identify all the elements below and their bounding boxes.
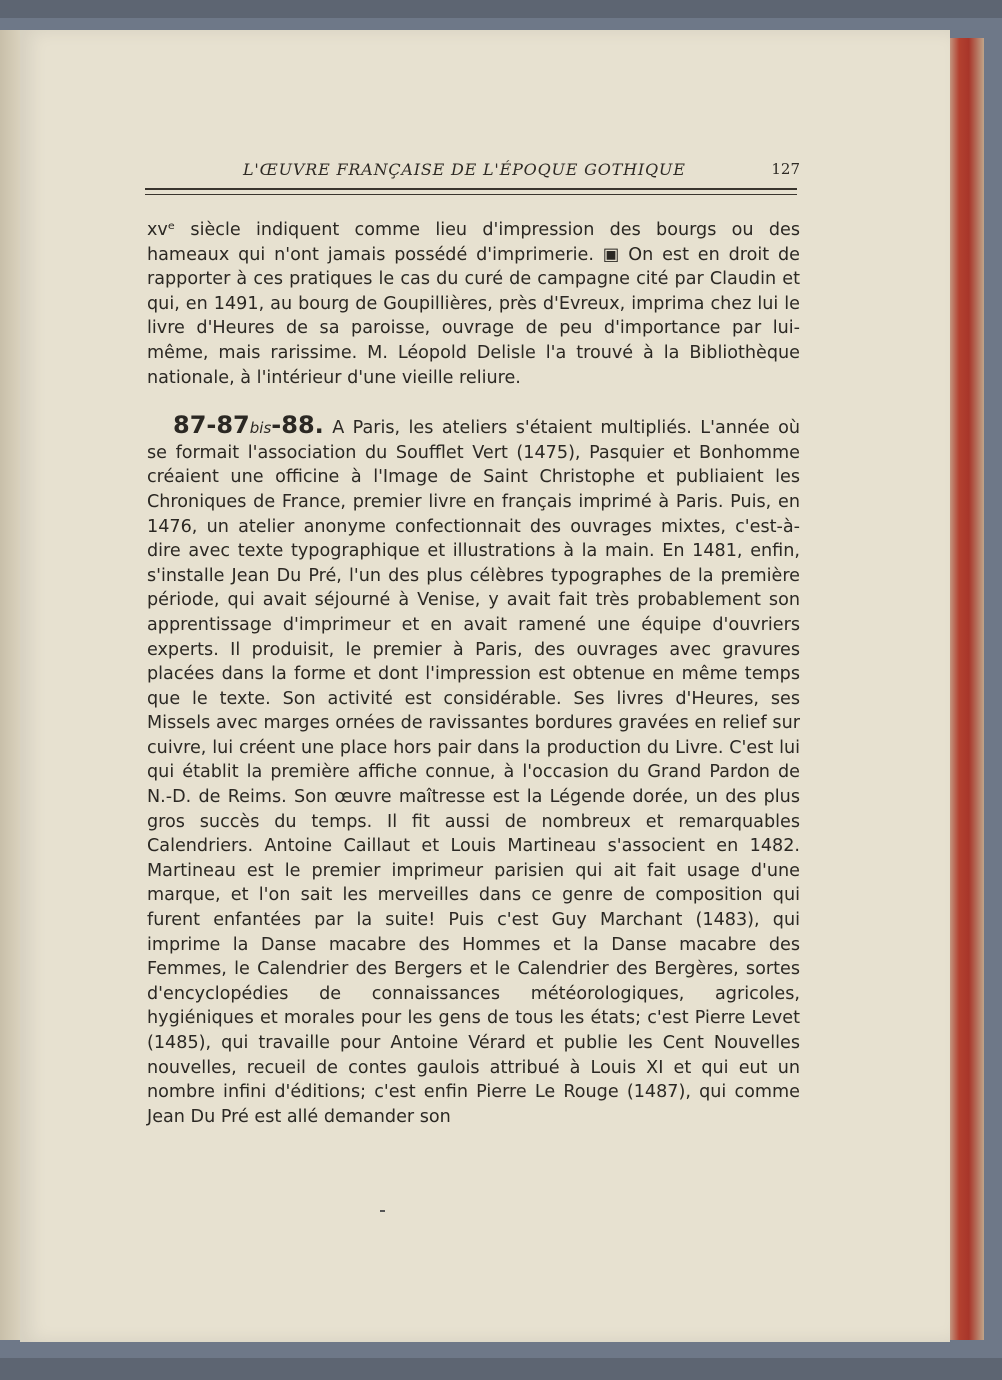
page-block-edge (946, 38, 984, 1340)
paragraph-1: xvᵉ siècle indiquent comme lieu d'impression des bourgs ou des hameaux qui n'ont jamais possédé d'imprimerie. ▣ On est en droit de rapporter à ces pratiques le cas du curé de campagne cité par Claudin et qui, en 1491, au bourg de Goupillières, près d'Evreux, imprima chez lui le livre d'Heures de sa paroisse, ouvrage de peu d'importance par lui-même, mais rarissime. M. Léopold Delisle l'a trouvé à la Bibliothèque nationale, à l'intérieur d'une vieille reliure. (147, 220, 800, 388)
paragraph-2 (147, 413, 800, 1129)
page-number: 127 (771, 160, 800, 178)
header-rule-thin (145, 194, 797, 195)
paragraph-2-text: A Paris, les ateliers s'étaient multipliés. L'année où se formait l'association du Soufflet Vert (1475), Pasquier et Bonhomme créaient une officine à l'Image de Saint Christophe et publiaient les Chroniques de France, premier livre en français imprimé à Paris. Puis, en 1476, un atelier anonyme confectionnait des ouvrages mixtes, c'est-à-dire avec texte typographique et illustrations à la main. En 1481, enfin, s'installe Jean Du Pré, l'un des plus célèbres typographes de la première période, qui avait séjourné à Venise, y avait fait très probablement son apprentissage d'imprimeur et en avait ramené une équipe d'ouvriers experts. Il produisit, le premier à Paris, des ouvrages avec gravures placées dans la forme et dont l'impression est obtenue en même temps que le texte. Son activité est considérable. Ses livres d'Heures, ses Missels avec marges ornées de ravissantes bordures gravées en relief sur cuivre, lui créent une place hors pair dans la production du Livre. C'est lui qui établit la première affiche connue, à l'occasion du Grand Pardon de N.-D. de Reims. Son œuvre maîtresse est la Légende dorée, un des plus gros succès du temps. Il fit aussi de nombreux et remarquables Calendriers. Antoine Caillaut et Louis Martineau s'associent en 1482. Martineau est le premier imprimeur parisien qui ait fait usage d'une marque, et l'on sait les merveilles dans ce genre de composition qui furent enfantées par la suite! Puis c'est Guy Marchant (1483), qui imprime la Danse macabre des Hommes et la Danse macabre des Femmes, le Calendrier des Bergers et le Calendrier des Bergères, sortes d'encyclopédies de connaissances météorologiques, agricoles, hygiéniques et morales pour les gens de tous les états; c'est Pierre Levet (1485), qui travaille pour Antoine Vérard et publie les Cent Nouvelles nouvelles, recueil de contes gaulois attribué à Louis XI et qui eut un nombre infini d'éditions; c'est enfin Pierre Le Rouge (1487), qui comme Jean Du Pré est allé demander son (147, 418, 801, 1127)
section-number-bis: bis (249, 419, 272, 438)
section-number: 87-87 (173, 411, 250, 440)
section-number-tail: -88. (271, 411, 324, 440)
page-mark (380, 1210, 385, 1212)
running-header (148, 160, 800, 184)
header-rule (145, 188, 797, 190)
page-body (147, 218, 800, 1129)
running-title: L'ŒUVRE FRANÇAISE DE L'ÉPOQUE GOTHIQUE (243, 160, 686, 179)
